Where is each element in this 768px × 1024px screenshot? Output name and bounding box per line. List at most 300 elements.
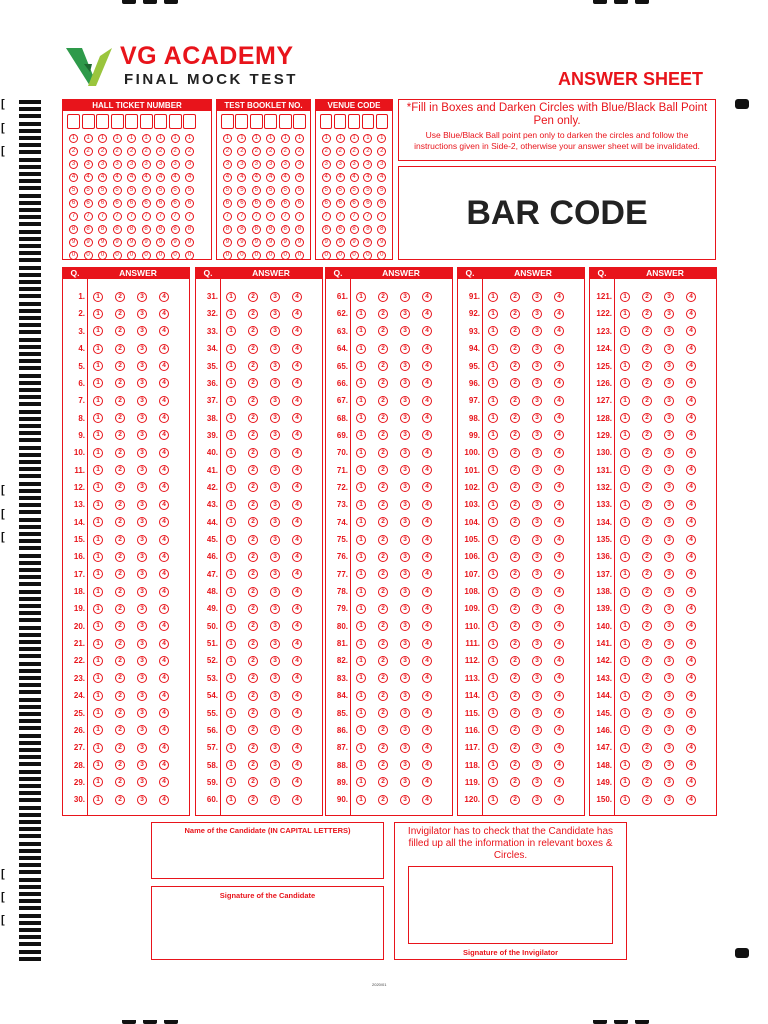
- digit-bubble[interactable]: 0: [252, 251, 261, 260]
- answer-option-bubble[interactable]: 4: [686, 378, 696, 388]
- answer-option-bubble[interactable]: 4: [686, 396, 696, 406]
- digit-bubble[interactable]: 1: [171, 134, 180, 143]
- answer-option-bubble[interactable]: 3: [400, 639, 410, 649]
- digit-bubble[interactable]: 6: [69, 199, 78, 208]
- digit-bubble[interactable]: 9: [322, 238, 331, 247]
- digit-bubble[interactable]: 0: [127, 251, 136, 260]
- answer-option-bubble[interactable]: 1: [488, 535, 498, 545]
- answer-option-bubble[interactable]: 4: [686, 795, 696, 805]
- digit-bubble[interactable]: 6: [322, 199, 331, 208]
- answer-option-bubble[interactable]: 4: [686, 344, 696, 354]
- answer-option-bubble[interactable]: 4: [292, 344, 302, 354]
- digit-bubble[interactable]: 2: [350, 147, 359, 156]
- digit-bubble[interactable]: 8: [127, 225, 136, 234]
- answer-option-bubble[interactable]: 3: [664, 708, 674, 718]
- answer-option-bubble[interactable]: 2: [115, 604, 125, 614]
- digit-entry-box[interactable]: [264, 114, 277, 129]
- digit-bubble[interactable]: 9: [377, 238, 386, 247]
- answer-option-bubble[interactable]: 1: [356, 326, 366, 336]
- answer-option-bubble[interactable]: 2: [642, 465, 652, 475]
- answer-option-bubble[interactable]: 2: [642, 535, 652, 545]
- answer-option-bubble[interactable]: 4: [422, 621, 432, 631]
- answer-option-bubble[interactable]: 2: [510, 725, 520, 735]
- answer-option-bubble[interactable]: 3: [400, 604, 410, 614]
- answer-option-bubble[interactable]: 3: [400, 309, 410, 319]
- answer-option-bubble[interactable]: 4: [686, 777, 696, 787]
- answer-option-bubble[interactable]: 1: [356, 673, 366, 683]
- digit-entry-box[interactable]: [250, 114, 263, 129]
- digit-bubble[interactable]: 3: [142, 160, 151, 169]
- answer-option-bubble[interactable]: 4: [159, 708, 169, 718]
- answer-option-bubble[interactable]: 4: [422, 587, 432, 597]
- answer-option-bubble[interactable]: 3: [270, 292, 280, 302]
- answer-option-bubble[interactable]: 4: [686, 725, 696, 735]
- answer-option-bubble[interactable]: 3: [400, 430, 410, 440]
- digit-bubble[interactable]: 5: [363, 186, 372, 195]
- answer-option-bubble[interactable]: 4: [422, 292, 432, 302]
- answer-option-bubble[interactable]: 1: [93, 517, 103, 527]
- answer-option-bubble[interactable]: 4: [422, 344, 432, 354]
- digit-bubble[interactable]: 5: [322, 186, 331, 195]
- answer-option-bubble[interactable]: 3: [400, 413, 410, 423]
- answer-option-bubble[interactable]: 1: [488, 604, 498, 614]
- digit-bubble[interactable]: 6: [266, 199, 275, 208]
- answer-option-bubble[interactable]: 2: [510, 448, 520, 458]
- answer-option-bubble[interactable]: 2: [115, 656, 125, 666]
- answer-option-bubble[interactable]: 4: [159, 639, 169, 649]
- digit-bubble[interactable]: 1: [156, 134, 165, 143]
- answer-option-bubble[interactable]: 1: [226, 604, 236, 614]
- answer-option-bubble[interactable]: 2: [248, 326, 258, 336]
- answer-option-bubble[interactable]: 1: [620, 326, 630, 336]
- answer-option-bubble[interactable]: 1: [620, 708, 630, 718]
- answer-option-bubble[interactable]: 1: [226, 691, 236, 701]
- answer-option-bubble[interactable]: 1: [356, 361, 366, 371]
- answer-option-bubble[interactable]: 2: [248, 500, 258, 510]
- answer-option-bubble[interactable]: 4: [686, 691, 696, 701]
- answer-option-bubble[interactable]: 2: [248, 569, 258, 579]
- answer-option-bubble[interactable]: 1: [356, 413, 366, 423]
- answer-option-bubble[interactable]: 2: [378, 396, 388, 406]
- digit-bubble[interactable]: 3: [363, 160, 372, 169]
- digit-bubble[interactable]: 6: [223, 199, 232, 208]
- answer-option-bubble[interactable]: 2: [115, 795, 125, 805]
- answer-option-bubble[interactable]: 2: [510, 500, 520, 510]
- answer-option-bubble[interactable]: 2: [510, 795, 520, 805]
- digit-bubble[interactable]: 2: [171, 147, 180, 156]
- answer-option-bubble[interactable]: 1: [488, 708, 498, 718]
- answer-option-bubble[interactable]: 4: [292, 587, 302, 597]
- answer-option-bubble[interactable]: 1: [93, 396, 103, 406]
- digit-bubble[interactable]: 6: [84, 199, 93, 208]
- digit-entry-box[interactable]: [154, 114, 167, 129]
- answer-option-bubble[interactable]: 4: [554, 430, 564, 440]
- answer-option-bubble[interactable]: 1: [226, 465, 236, 475]
- digit-bubble[interactable]: 3: [98, 160, 107, 169]
- answer-option-bubble[interactable]: 3: [532, 448, 542, 458]
- digit-bubble[interactable]: 2: [113, 147, 122, 156]
- answer-option-bubble[interactable]: 1: [356, 691, 366, 701]
- answer-option-bubble[interactable]: 1: [356, 587, 366, 597]
- answer-option-bubble[interactable]: 1: [620, 639, 630, 649]
- answer-option-bubble[interactable]: 1: [93, 378, 103, 388]
- digit-bubble[interactable]: 6: [295, 199, 304, 208]
- digit-bubble[interactable]: 7: [281, 212, 290, 221]
- digit-entry-box[interactable]: [348, 114, 360, 129]
- digit-entry-box[interactable]: [376, 114, 388, 129]
- digit-bubble[interactable]: 5: [266, 186, 275, 195]
- digit-bubble[interactable]: 5: [350, 186, 359, 195]
- answer-option-bubble[interactable]: 4: [686, 517, 696, 527]
- answer-option-bubble[interactable]: 4: [159, 604, 169, 614]
- answer-option-bubble[interactable]: 4: [159, 292, 169, 302]
- answer-option-bubble[interactable]: 2: [248, 465, 258, 475]
- answer-option-bubble[interactable]: 2: [115, 691, 125, 701]
- answer-option-bubble[interactable]: 1: [226, 743, 236, 753]
- digit-bubble[interactable]: 2: [127, 147, 136, 156]
- answer-option-bubble[interactable]: 1: [488, 430, 498, 440]
- answer-option-bubble[interactable]: 4: [292, 552, 302, 562]
- digit-entry-box[interactable]: [334, 114, 346, 129]
- answer-option-bubble[interactable]: 1: [356, 725, 366, 735]
- answer-option-bubble[interactable]: 1: [93, 673, 103, 683]
- answer-option-bubble[interactable]: 1: [488, 517, 498, 527]
- answer-option-bubble[interactable]: 2: [642, 795, 652, 805]
- answer-option-bubble[interactable]: 1: [93, 725, 103, 735]
- digit-bubble[interactable]: 3: [156, 160, 165, 169]
- answer-option-bubble[interactable]: 2: [642, 708, 652, 718]
- answer-option-bubble[interactable]: 3: [664, 569, 674, 579]
- answer-option-bubble[interactable]: 2: [248, 552, 258, 562]
- answer-option-bubble[interactable]: 1: [620, 465, 630, 475]
- answer-option-bubble[interactable]: 4: [686, 656, 696, 666]
- answer-option-bubble[interactable]: 4: [159, 344, 169, 354]
- answer-option-bubble[interactable]: 1: [226, 760, 236, 770]
- answer-option-bubble[interactable]: 4: [422, 448, 432, 458]
- answer-option-bubble[interactable]: 1: [488, 500, 498, 510]
- answer-option-bubble[interactable]: 1: [93, 535, 103, 545]
- answer-option-bubble[interactable]: 3: [270, 482, 280, 492]
- answer-option-bubble[interactable]: 2: [642, 777, 652, 787]
- answer-option-bubble[interactable]: 4: [422, 535, 432, 545]
- answer-option-bubble[interactable]: 1: [356, 500, 366, 510]
- digit-bubble[interactable]: 0: [336, 251, 345, 260]
- answer-option-bubble[interactable]: 2: [642, 378, 652, 388]
- digit-bubble[interactable]: 7: [69, 212, 78, 221]
- answer-option-bubble[interactable]: 4: [686, 743, 696, 753]
- answer-option-bubble[interactable]: 4: [292, 413, 302, 423]
- digit-bubble[interactable]: 8: [281, 225, 290, 234]
- answer-option-bubble[interactable]: 4: [686, 430, 696, 440]
- answer-option-bubble[interactable]: 1: [356, 743, 366, 753]
- answer-option-bubble[interactable]: 1: [226, 569, 236, 579]
- answer-option-bubble[interactable]: 3: [664, 396, 674, 406]
- answer-option-bubble[interactable]: 4: [292, 725, 302, 735]
- answer-option-bubble[interactable]: 2: [378, 621, 388, 631]
- answer-option-bubble[interactable]: 3: [400, 621, 410, 631]
- answer-option-bubble[interactable]: 4: [686, 569, 696, 579]
- digit-bubble[interactable]: 9: [295, 238, 304, 247]
- answer-option-bubble[interactable]: 1: [226, 430, 236, 440]
- answer-option-bubble[interactable]: 2: [642, 361, 652, 371]
- digit-bubble[interactable]: 1: [127, 134, 136, 143]
- answer-option-bubble[interactable]: 4: [159, 517, 169, 527]
- digit-bubble[interactable]: 3: [266, 160, 275, 169]
- answer-option-bubble[interactable]: 4: [292, 656, 302, 666]
- answer-option-bubble[interactable]: 4: [554, 344, 564, 354]
- answer-option-bubble[interactable]: 3: [270, 344, 280, 354]
- answer-option-bubble[interactable]: 2: [248, 639, 258, 649]
- answer-option-bubble[interactable]: 2: [115, 517, 125, 527]
- answer-option-bubble[interactable]: 1: [93, 482, 103, 492]
- answer-option-bubble[interactable]: 3: [137, 326, 147, 336]
- answer-option-bubble[interactable]: 3: [270, 552, 280, 562]
- digit-bubble[interactable]: 1: [281, 134, 290, 143]
- digit-bubble[interactable]: 6: [98, 199, 107, 208]
- answer-option-bubble[interactable]: 4: [554, 777, 564, 787]
- answer-option-bubble[interactable]: 1: [93, 777, 103, 787]
- answer-option-bubble[interactable]: 1: [93, 413, 103, 423]
- answer-option-bubble[interactable]: 1: [488, 326, 498, 336]
- digit-bubble[interactable]: 4: [252, 173, 261, 182]
- answer-option-bubble[interactable]: 4: [159, 326, 169, 336]
- answer-option-bubble[interactable]: 4: [686, 621, 696, 631]
- answer-option-bubble[interactable]: 3: [270, 656, 280, 666]
- answer-option-bubble[interactable]: 3: [270, 326, 280, 336]
- answer-option-bubble[interactable]: 3: [532, 326, 542, 336]
- answer-option-bubble[interactable]: 3: [137, 430, 147, 440]
- digit-entry-box[interactable]: [140, 114, 153, 129]
- answer-option-bubble[interactable]: 1: [356, 309, 366, 319]
- digit-bubble[interactable]: 7: [237, 212, 246, 221]
- digit-bubble[interactable]: 2: [336, 147, 345, 156]
- answer-option-bubble[interactable]: 3: [532, 309, 542, 319]
- answer-option-bubble[interactable]: 1: [620, 500, 630, 510]
- answer-option-bubble[interactable]: 1: [488, 292, 498, 302]
- answer-option-bubble[interactable]: 4: [554, 292, 564, 302]
- answer-option-bubble[interactable]: 4: [686, 482, 696, 492]
- answer-option-bubble[interactable]: 1: [356, 535, 366, 545]
- digit-bubble[interactable]: 5: [281, 186, 290, 195]
- answer-option-bubble[interactable]: 1: [93, 500, 103, 510]
- answer-option-bubble[interactable]: 4: [292, 743, 302, 753]
- answer-option-bubble[interactable]: 2: [642, 448, 652, 458]
- digit-bubble[interactable]: 3: [69, 160, 78, 169]
- answer-option-bubble[interactable]: 4: [554, 413, 564, 423]
- digit-entry-box[interactable]: [235, 114, 248, 129]
- answer-option-bubble[interactable]: 1: [226, 413, 236, 423]
- answer-option-bubble[interactable]: 3: [664, 552, 674, 562]
- answer-option-bubble[interactable]: 3: [664, 639, 674, 649]
- digit-bubble[interactable]: 8: [223, 225, 232, 234]
- answer-option-bubble[interactable]: 3: [664, 430, 674, 440]
- answer-option-bubble[interactable]: 1: [93, 326, 103, 336]
- digit-bubble[interactable]: 8: [336, 225, 345, 234]
- digit-bubble[interactable]: 6: [252, 199, 261, 208]
- answer-option-bubble[interactable]: 4: [422, 361, 432, 371]
- answer-option-bubble[interactable]: 3: [270, 535, 280, 545]
- digit-bubble[interactable]: 8: [69, 225, 78, 234]
- answer-option-bubble[interactable]: 3: [137, 482, 147, 492]
- answer-option-bubble[interactable]: 1: [488, 656, 498, 666]
- answer-option-bubble[interactable]: 1: [226, 378, 236, 388]
- answer-option-bubble[interactable]: 3: [664, 621, 674, 631]
- answer-option-bubble[interactable]: 1: [93, 743, 103, 753]
- answer-option-bubble[interactable]: 3: [270, 621, 280, 631]
- answer-option-bubble[interactable]: 4: [686, 326, 696, 336]
- answer-option-bubble[interactable]: 1: [620, 604, 630, 614]
- digit-bubble[interactable]: 3: [252, 160, 261, 169]
- answer-option-bubble[interactable]: 2: [378, 378, 388, 388]
- answer-option-bubble[interactable]: 4: [422, 396, 432, 406]
- answer-option-bubble[interactable]: 4: [292, 604, 302, 614]
- answer-option-bubble[interactable]: 4: [159, 309, 169, 319]
- candidate-name-field[interactable]: [151, 822, 384, 879]
- digit-bubble[interactable]: 8: [113, 225, 122, 234]
- answer-option-bubble[interactable]: 3: [400, 465, 410, 475]
- digit-bubble[interactable]: 3: [223, 160, 232, 169]
- answer-option-bubble[interactable]: 3: [270, 795, 280, 805]
- answer-option-bubble[interactable]: 3: [664, 760, 674, 770]
- answer-option-bubble[interactable]: 1: [488, 413, 498, 423]
- answer-option-bubble[interactable]: 3: [137, 795, 147, 805]
- answer-option-bubble[interactable]: 2: [248, 309, 258, 319]
- digit-entry-box[interactable]: [221, 114, 234, 129]
- digit-bubble[interactable]: 2: [281, 147, 290, 156]
- answer-option-bubble[interactable]: 2: [378, 552, 388, 562]
- answer-option-bubble[interactable]: 4: [159, 430, 169, 440]
- answer-option-bubble[interactable]: 2: [642, 517, 652, 527]
- answer-option-bubble[interactable]: 3: [664, 292, 674, 302]
- digit-bubble[interactable]: 7: [98, 212, 107, 221]
- answer-option-bubble[interactable]: 1: [488, 378, 498, 388]
- answer-option-bubble[interactable]: 2: [378, 448, 388, 458]
- digit-bubble[interactable]: 8: [185, 225, 194, 234]
- answer-option-bubble[interactable]: 3: [270, 673, 280, 683]
- answer-option-bubble[interactable]: 2: [115, 535, 125, 545]
- answer-option-bubble[interactable]: 2: [248, 743, 258, 753]
- answer-option-bubble[interactable]: 4: [554, 691, 564, 701]
- answer-option-bubble[interactable]: 4: [159, 413, 169, 423]
- digit-bubble[interactable]: 0: [69, 251, 78, 260]
- answer-option-bubble[interactable]: 3: [400, 361, 410, 371]
- digit-bubble[interactable]: 2: [363, 147, 372, 156]
- answer-option-bubble[interactable]: 2: [248, 587, 258, 597]
- answer-option-bubble[interactable]: 3: [270, 760, 280, 770]
- answer-option-bubble[interactable]: 2: [642, 673, 652, 683]
- digit-bubble[interactable]: 4: [171, 173, 180, 182]
- answer-option-bubble[interactable]: 3: [400, 795, 410, 805]
- answer-option-bubble[interactable]: 3: [137, 743, 147, 753]
- digit-bubble[interactable]: 3: [350, 160, 359, 169]
- digit-bubble[interactable]: 3: [185, 160, 194, 169]
- digit-entry-box[interactable]: [82, 114, 95, 129]
- answer-option-bubble[interactable]: 2: [115, 777, 125, 787]
- answer-option-bubble[interactable]: 3: [270, 361, 280, 371]
- answer-option-bubble[interactable]: 4: [686, 309, 696, 319]
- answer-option-bubble[interactable]: 4: [292, 430, 302, 440]
- digit-bubble[interactable]: 9: [84, 238, 93, 247]
- answer-option-bubble[interactable]: 3: [137, 413, 147, 423]
- answer-option-bubble[interactable]: 1: [93, 656, 103, 666]
- answer-option-bubble[interactable]: 1: [620, 656, 630, 666]
- digit-bubble[interactable]: 3: [336, 160, 345, 169]
- answer-option-bubble[interactable]: 2: [378, 795, 388, 805]
- answer-option-bubble[interactable]: 1: [93, 795, 103, 805]
- answer-option-bubble[interactable]: 3: [532, 587, 542, 597]
- answer-option-bubble[interactable]: 1: [226, 482, 236, 492]
- digit-bubble[interactable]: 1: [185, 134, 194, 143]
- answer-option-bubble[interactable]: 1: [356, 621, 366, 631]
- answer-option-bubble[interactable]: 2: [378, 500, 388, 510]
- answer-option-bubble[interactable]: 4: [422, 482, 432, 492]
- answer-option-bubble[interactable]: 3: [532, 725, 542, 735]
- digit-bubble[interactable]: 3: [281, 160, 290, 169]
- answer-option-bubble[interactable]: 4: [292, 708, 302, 718]
- answer-option-bubble[interactable]: 3: [664, 673, 674, 683]
- digit-bubble[interactable]: 1: [237, 134, 246, 143]
- answer-option-bubble[interactable]: 3: [532, 292, 542, 302]
- answer-option-bubble[interactable]: 3: [532, 361, 542, 371]
- answer-option-bubble[interactable]: 4: [159, 795, 169, 805]
- answer-option-bubble[interactable]: 4: [292, 569, 302, 579]
- answer-option-bubble[interactable]: 2: [510, 569, 520, 579]
- digit-bubble[interactable]: 5: [98, 186, 107, 195]
- answer-option-bubble[interactable]: 4: [422, 430, 432, 440]
- digit-bubble[interactable]: 0: [377, 251, 386, 260]
- answer-option-bubble[interactable]: 4: [422, 604, 432, 614]
- answer-option-bubble[interactable]: 3: [532, 673, 542, 683]
- answer-option-bubble[interactable]: 4: [292, 777, 302, 787]
- answer-option-bubble[interactable]: 3: [137, 691, 147, 701]
- answer-option-bubble[interactable]: 3: [532, 517, 542, 527]
- answer-option-bubble[interactable]: 1: [620, 517, 630, 527]
- answer-option-bubble[interactable]: 4: [292, 361, 302, 371]
- answer-option-bubble[interactable]: 2: [510, 587, 520, 597]
- answer-option-bubble[interactable]: 2: [115, 569, 125, 579]
- answer-option-bubble[interactable]: 3: [664, 361, 674, 371]
- answer-option-bubble[interactable]: 3: [400, 656, 410, 666]
- answer-option-bubble[interactable]: 4: [422, 708, 432, 718]
- digit-bubble[interactable]: 8: [322, 225, 331, 234]
- answer-option-bubble[interactable]: 3: [137, 535, 147, 545]
- answer-option-bubble[interactable]: 2: [115, 430, 125, 440]
- answer-option-bubble[interactable]: 4: [554, 482, 564, 492]
- answer-option-bubble[interactable]: 1: [356, 656, 366, 666]
- answer-option-bubble[interactable]: 2: [115, 413, 125, 423]
- digit-bubble[interactable]: 0: [295, 251, 304, 260]
- answer-option-bubble[interactable]: 3: [270, 604, 280, 614]
- answer-option-bubble[interactable]: 2: [378, 725, 388, 735]
- answer-option-bubble[interactable]: 2: [510, 639, 520, 649]
- answer-option-bubble[interactable]: 1: [93, 361, 103, 371]
- answer-option-bubble[interactable]: 4: [554, 309, 564, 319]
- digit-bubble[interactable]: 9: [142, 238, 151, 247]
- answer-option-bubble[interactable]: 2: [248, 361, 258, 371]
- digit-bubble[interactable]: 9: [336, 238, 345, 247]
- answer-option-bubble[interactable]: 2: [248, 482, 258, 492]
- digit-bubble[interactable]: 3: [171, 160, 180, 169]
- answer-option-bubble[interactable]: 2: [378, 482, 388, 492]
- digit-bubble[interactable]: 6: [281, 199, 290, 208]
- digit-bubble[interactable]: 8: [350, 225, 359, 234]
- answer-option-bubble[interactable]: 4: [159, 673, 169, 683]
- answer-option-bubble[interactable]: 2: [378, 465, 388, 475]
- answer-option-bubble[interactable]: 4: [422, 656, 432, 666]
- answer-option-bubble[interactable]: 3: [270, 413, 280, 423]
- answer-option-bubble[interactable]: 1: [620, 482, 630, 492]
- answer-option-bubble[interactable]: 4: [159, 691, 169, 701]
